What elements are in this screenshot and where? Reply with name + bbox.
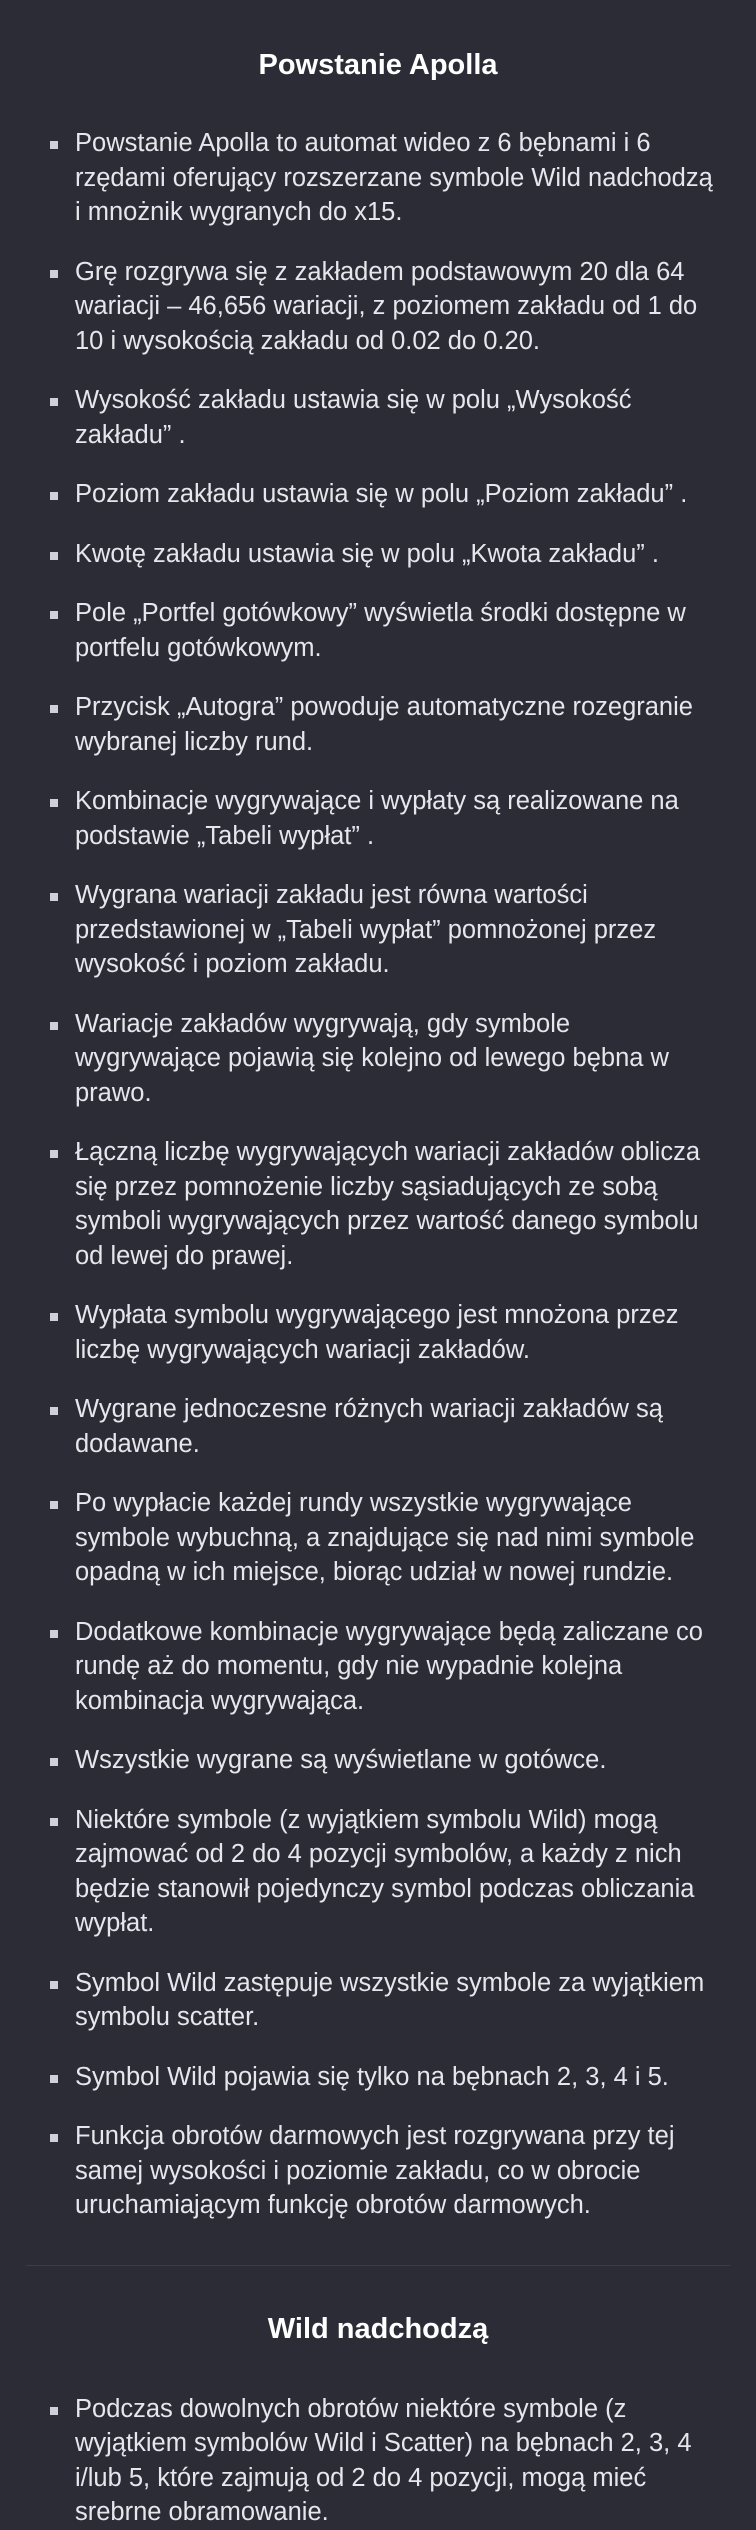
list-item [0,477,756,512]
list-item [0,1803,756,1941]
list-item [0,878,756,982]
section-title: Wild nadchodzą [267,2312,489,2345]
bullet-icon [50,1501,58,1509]
bullet-icon [50,1630,58,1638]
bullet-icon [50,1981,58,1989]
list-item [0,1007,756,1111]
list-item [0,596,756,665]
bullet-icon [50,893,58,901]
bullet-icon [50,1758,58,1766]
bullet-icon [50,1150,58,1158]
list-item-text: Symbol Wild pojawia się tylko na bębnach 2, 3, 4 i 5. [75,2062,669,2091]
list-item [0,1615,756,1719]
list-item [0,2060,756,2095]
list-item-text: Wypłata symbolu wygrywającego jest mnożona przez liczbę wygrywających wariacji zakładów. [75,1301,679,1364]
bullet-icon [50,1407,58,1415]
section-wild-nadchodza [0,2266,756,2530]
list-item-text: Wysokość zakładu ustawia się w polu „Wysokość zakładu” . [75,386,632,449]
list-item [0,126,756,230]
bullet-icon [50,552,58,560]
rules-list [0,2392,756,2530]
list-item-text: Poziom zakładu ustawia się w polu „Poziom zakładu” . [75,480,688,508]
rules-list [0,126,756,2223]
list-item-text: Po wypłacie każdej rundy wszystkie wygrywające symbole wybuchną, a znajdujące się nad nimi symbole opadną w ich miejsce, biorąc udział w nowej rundzie. [75,1489,695,1586]
list-item-text: Wygrane jednoczesne różnych wariacji zakładów są dodawane. [75,1395,663,1458]
list-item-text: Pole „Portfel gotówkowy” wyświetla środki dostępne w portfelu gotówkowym. [75,599,686,662]
list-item-text: Łączną liczbę wygrywających wariacji zakładów oblicza się przez pomnożenie liczby sąsiadujących ze sobą symboli wygrywających przez wartość danego symbolu od lewej do prawej. [75,1138,701,1270]
list-item-text: Wszystkie wygrane są wyświetlane w gotówce. [75,1746,607,1774]
bullet-icon [50,270,58,278]
list-item-text: Funkcja obrotów darmowych jest rozgrywana przy tej samej wysokości i poziomie zakładu, co w obrocie uruchamiającym funkcję obrotów darmowych. [75,2122,675,2219]
list-item-text: Podczas dowolnych obrotów niektóre symbole (z wyjątkiem symbolów Wild i Scatter) na bębnach 2, 3, 4 i/lub 5, które zajmują od 2 do 4 pozycji, mogą mieć srebrne obramowanie. [75,2394,692,2526]
bullet-icon [50,141,58,149]
list-item [0,537,756,572]
list-item-text: Wygrana wariacji zakładu jest równa wartości przedstawionej w „Tabeli wypłat” pomnożonej przez wysokość i poziom zakładu. [75,881,657,978]
list-item [0,255,756,359]
bullet-icon [50,799,58,807]
list-item-text: Kwotę zakładu ustawia się w polu „Kwota zakładu” . [75,539,659,568]
bullet-icon [50,1313,58,1321]
list-item [0,1135,756,1273]
list-item-text: Niektóre symbole (z wyjątkiem symbolu Wild) mogą zajmować od 2 do 4 pozycji symbolów, a każdy z nich będzie stanowił pojedynczy symbol podczas obliczania wypłat. [75,1805,695,1937]
bullet-icon [50,2075,58,2083]
bullet-icon [50,611,58,619]
list-item [0,1966,756,2035]
list-item-text: Dodatkowe kombinacje wygrywające będą zaliczane co rundę aż do momentu, gdy nie wypadnie kolejna kombinacja wygrywająca. [75,1617,703,1715]
list-item-text: Symbol Wild zastępuje wszystkie symbole za wyjątkiem symbolu scatter. [75,1968,705,2031]
list-item-text: Grę rozgrywa się z zakładem podstawowym 20 dla 64 wariacji – 46,656 wariacji, z poziomem zakładu od 1 do 10 i wysokością zakładu od 0.02 do 0.20. [75,257,698,355]
bullet-icon [50,1022,58,1030]
bullet-icon [50,2134,58,2142]
list-item-text: Przycisk „Autogra” powoduje automatyczne rozegranie wybranej liczby rund. [75,693,693,756]
list-item [0,690,756,759]
bullet-icon [50,492,58,500]
list-item [0,1298,756,1367]
list-item [0,1743,756,1778]
list-item [0,2119,756,2223]
bullet-icon [50,705,58,713]
list-item [0,383,756,452]
bullet-icon [50,1818,58,1826]
list-item-text: Wariacje zakładów wygrywają, gdy symbole wygrywające pojawią się kolejno od lewego bębna w prawo. [75,1009,669,1107]
list-item-text: Powstanie Apolla to automat wideo z 6 bębnami i 6 rzędami oferujący rozszerzane symbole Wild nadchodzą i mnożnik wygranych do x15. [75,129,713,226]
list-item [0,2392,756,2530]
list-item [0,1392,756,1461]
list-item [0,784,756,853]
bullet-icon [50,398,58,406]
list-item-text: Kombinacje wygrywające i wypłaty są realizowane na podstawie „Tabeli wypłat” . [75,787,679,850]
bullet-icon [50,2407,58,2415]
section-title: Powstanie Apolla [258,49,498,81]
list-item [0,1486,756,1590]
